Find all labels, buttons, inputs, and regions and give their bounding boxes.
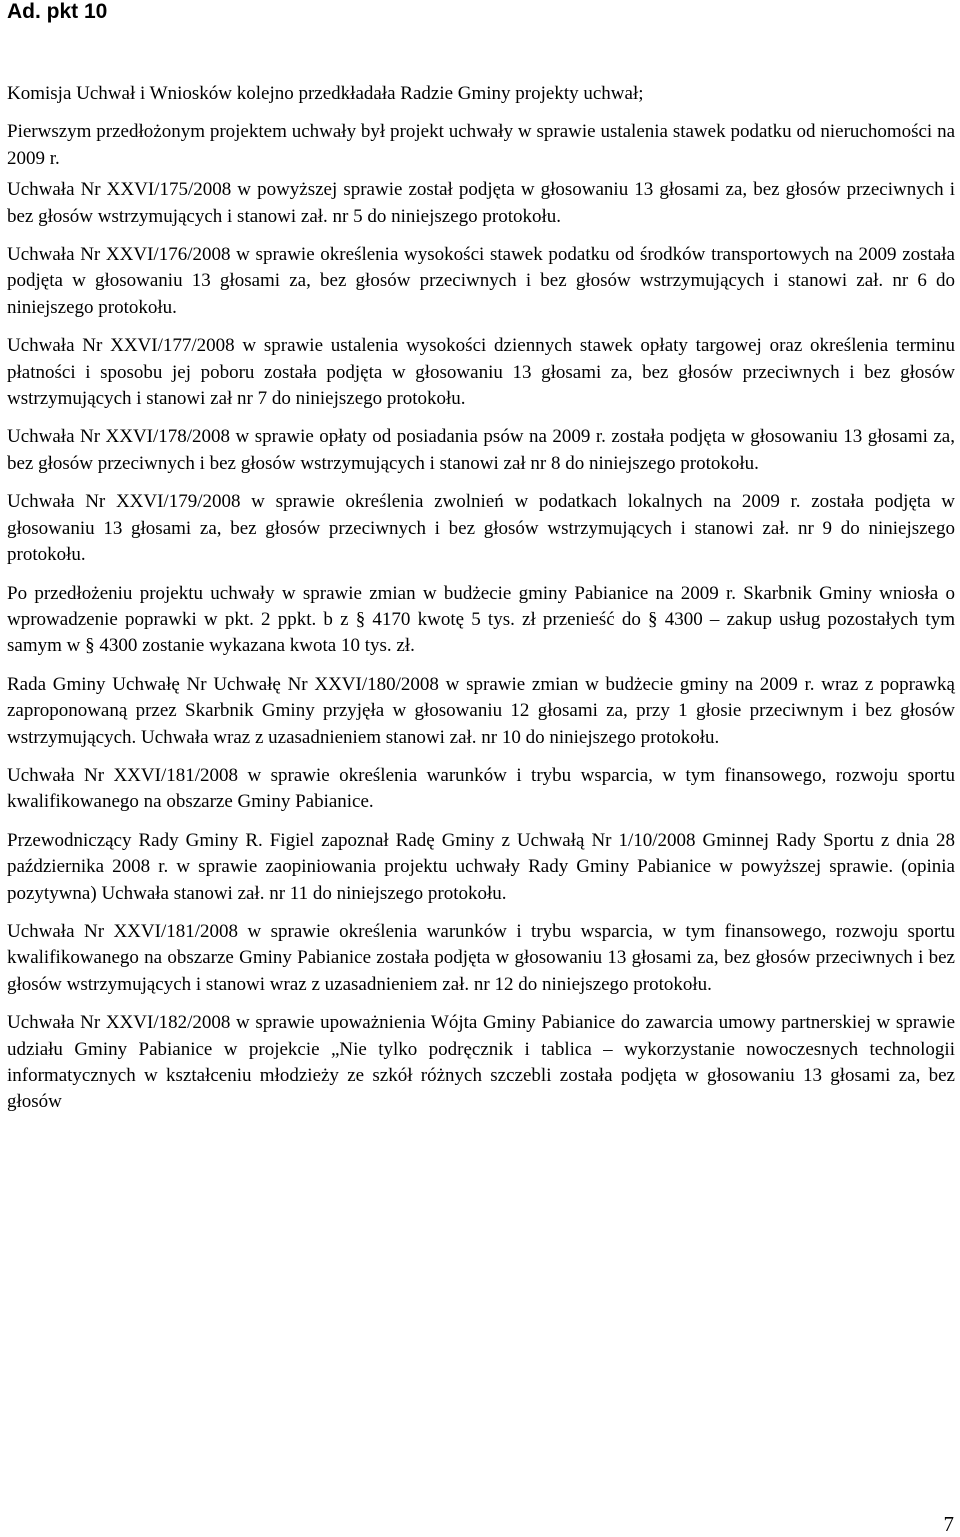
paragraph-resolution-180: Rada Gminy Uchwałę Nr Uchwałę Nr XXVI/180/2008 w sprawie zmian w budżecie gminy na 2009 r. wraz z poprawką zaproponowaną przez Skarbnik Gminy przyjęła w głosowaniu 12 głosami za, przy 1 głosie przeciwnym i bez głosów wstrzymujących. Uchwała wraz z uzasadnieniem stanowi zał. nr 10 do niniejszego protokołu. — [7, 673, 955, 748]
paragraph-resolution-177: Uchwała Nr XXVI/177/2008 w sprawie ustalenia wysokości dziennych stawek opłaty targowej oraz określenia terminu płatności i sposobu jej poboru została podjęta w głosowaniu 13 głosami za, bez głosów przeciwnych i bez głosów wstrzymujących i stanowi zał nr 7 do niniejszego protokołu. — [7, 335, 955, 410]
paragraph-first-project: Pierwszym przedłożonym projektem uchwały był projekt uchwały w sprawie ustalenia stawek podatku od nieruchomości na 2009 r. — [7, 121, 955, 169]
paragraph-resolution-179: Uchwała Nr XXVI/179/2008 w sprawie określenia zwolnień w podatkach lokalnych na 2009 r. została podjęta w głosowaniu 13 głosami za, bez głosów przeciwnych i bez głosów wstrzymujących i stanowi zał. nr 9 do niniejszego protokołu. — [7, 491, 955, 566]
paragraph-resolution-181: Uchwała Nr XXVI/181/2008 w sprawie określenia warunków i trybu wsparcia, w tym finansowego, rozwoju sportu kwalifikowanego na obszarze Gminy Pabianice została podjęta w głosowaniu 13 głosami za, bez głosów przeciwnych i bez głosów wstrzymujących i stanowi wraz z uzasadnieniem zał. nr 12 do niniejszego protokołu. — [7, 920, 955, 995]
document-page — [7, 0, 955, 1128]
paragraph-resolution-175: Uchwała Nr XXVI/175/2008 w powyższej sprawie został podjęta w głosowaniu 13 głosami za, bez głosów przeciwnych i bez głosów wstrzymujących i stanowi zał. nr 5 do niniejszego protokołu. — [7, 179, 955, 227]
paragraph-resolution-181-project: Uchwała Nr XXVI/181/2008 w sprawie określenia warunków i trybu wsparcia, w tym finansowego, rozwoju sportu kwalifikowanego na obszarze Gminy Pabianice. — [7, 764, 955, 813]
paragraph-intro: Komisja Uchwał i Wniosków kolejno przedkładała Radzie Gminy projekty uchwał; — [7, 83, 644, 104]
page-number: 7 — [943, 1512, 954, 1536]
paragraph-budget-amendment: Po przedłożeniu projektu uchwały w sprawie zmian w budżecie gminy Pabianice na 2009 r. Skarbnik Gminy wniosła o wprowadzenie poprawki w pkt. 2 ppkt. b z § 4170 kwotę 5 tys. zł przenieść do § 4300 – zakup usług pozostałych tym samym w § 4300 zostanie wykazana kwota 10 tys. zł. — [7, 582, 955, 657]
paragraph-sports-council-opinion: Przewodniczący Rady Gminy R. Figiel zapoznał Radę Gminy z Uchwałą Nr 1/10/2008 Gminnej Rady Sportu z dnia 28 października 2008 r. w sprawie zaopiniowania projektu uchwały Rady Gminy Pabianice w powyższej sprawie. (opinia pozytywna) Uchwała stanowi zał. nr 11 do niniejszego protokołu. — [7, 829, 955, 904]
paragraph-resolution-182: Uchwała Nr XXVI/182/2008 w sprawie upoważnienia Wójta Gminy Pabianice do zawarcia umowy partnerskiej w sprawie udziału Gminy Pabianice w projekcie „Nie tylko podręcznik i tablica – wykorzystanie nowoczesnych technologii informatycznych w kształceniu młodzieży ze szkół różnych szczebli została podjęta w głosowaniu 13 głosami za, bez głosów — [7, 1012, 955, 1113]
document-body — [7, 81, 955, 1116]
paragraph-resolution-176: Uchwała Nr XXVI/176/2008 w sprawie określenia wysokości stawek podatku od środków transportowych na 2009 została podjęta w głosowaniu 13 głosami za, bez głosów przeciwnych i bez głosów wstrzymujących i stanowi zał. nr 6 do niniejszego protokołu. — [7, 244, 955, 318]
section-heading: Ad. pkt 10 — [7, 0, 108, 23]
paragraph-resolution-178: Uchwała Nr XXVI/178/2008 w sprawie opłaty od posiadania psów na 2009 r. została podjęta w głosowaniu 13 głosami za, bez głosów przeciwnych i bez głosów wstrzymujących i stanowi zał nr 8 do niniejszego protokołu. — [7, 426, 955, 474]
